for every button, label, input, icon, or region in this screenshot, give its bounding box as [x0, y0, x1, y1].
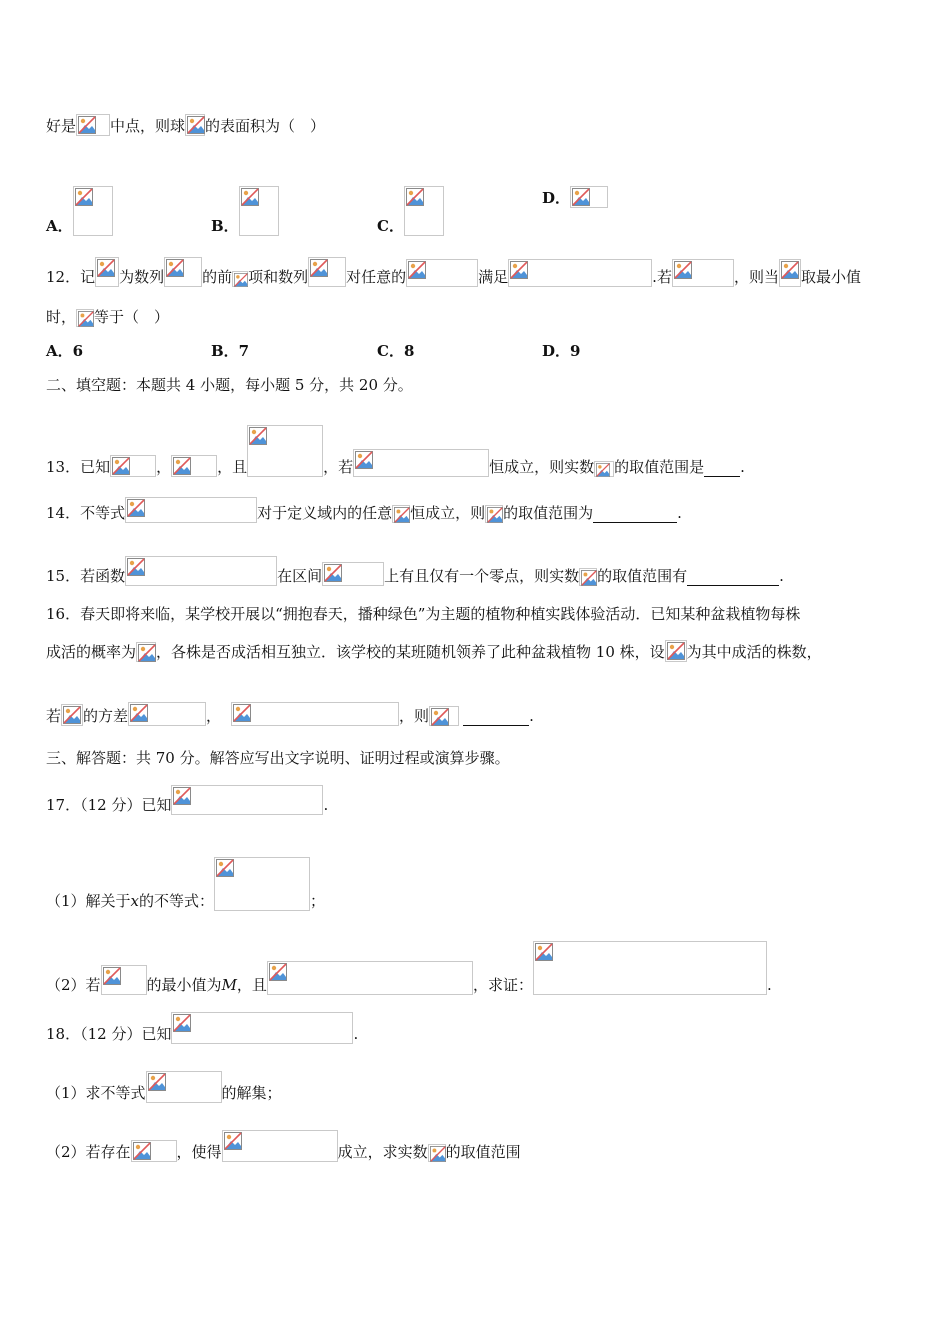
math-image [406, 259, 478, 287]
math-image [429, 706, 459, 726]
broken-image-icon [324, 564, 342, 582]
q17-part-1: （1）解关于x的不等式： ； [46, 857, 325, 911]
math-image [594, 461, 614, 477]
math-image [533, 941, 767, 995]
broken-image-icon [97, 259, 115, 277]
broken-image-icon [487, 507, 503, 523]
math-image [146, 1071, 222, 1103]
q16-line-1: 16．春天即将来临，某学校开展以“拥抱春天，播种绿色”为主题的植物种植实践体验活动．已知某种盆栽植物每株 [46, 605, 801, 623]
q11-option-c: C． [377, 186, 444, 236]
section-2-heading: 二、填空题：本题共 4 小题，每小题 5 分，共 20 分。 [46, 376, 413, 394]
q16-line-2: 成活的概率为 ，各株是否成活相互独立．该学校的某班随机领养了此种盆栽植物 10 株，设 为其中成活的株数， [46, 640, 822, 662]
math-image [73, 186, 113, 236]
broken-image-icon [535, 943, 553, 961]
broken-image-icon [234, 273, 248, 287]
q12-option-a: A．6 [46, 342, 84, 360]
math-image [61, 704, 83, 726]
math-image [308, 257, 346, 287]
broken-image-icon [78, 116, 96, 134]
math-image [95, 257, 119, 287]
q12-option-d: D．9 [542, 342, 581, 360]
broken-image-icon [63, 706, 81, 724]
broken-image-icon [781, 261, 799, 279]
broken-image-icon [187, 116, 205, 134]
answer-blank[interactable] [593, 508, 677, 523]
q11-option-d: D． [542, 186, 608, 208]
q18-stem: 18．（12 分）已知 . [46, 1012, 358, 1044]
math-image [110, 455, 156, 477]
broken-image-icon [572, 188, 590, 206]
broken-image-icon [173, 787, 191, 805]
broken-image-icon [431, 708, 449, 726]
section-3-heading: 三、解答题：共 70 分。解答应写出文字说明、证明过程或演算步骤。 [46, 749, 510, 767]
q12-option-c: C．8 [377, 342, 415, 360]
q11-tail-line: 好是 中点，则球 的表面积为（ ） [46, 114, 325, 136]
broken-image-icon [130, 704, 148, 722]
broken-image-icon [355, 451, 373, 469]
math-image [428, 1144, 446, 1162]
math-image [231, 702, 399, 726]
math-image [267, 961, 473, 995]
q12-line-1: 12．记 为数列 的前 项和数列 对任意的 满足 .若 ，则当 取最小值 [46, 257, 861, 287]
q13-line: 13．已知 ， ，且 ，若 恒成立，则实数 的取值范围是 . [46, 425, 745, 477]
broken-image-icon [241, 188, 259, 206]
math-image [570, 186, 608, 208]
math-image [247, 425, 323, 477]
q16-line-3: 若 的方差 ， ，则 . [46, 702, 534, 726]
broken-image-icon [394, 507, 410, 523]
broken-image-icon [596, 463, 610, 477]
broken-image-icon [148, 1073, 166, 1091]
math-image [125, 556, 277, 586]
broken-image-icon [166, 259, 184, 277]
math-image [485, 505, 503, 523]
answer-blank[interactable] [687, 571, 779, 586]
math-image [76, 309, 94, 327]
math-image [232, 271, 248, 287]
math-image [171, 455, 217, 477]
broken-image-icon [406, 188, 424, 206]
broken-image-icon [127, 558, 145, 576]
broken-image-icon [103, 967, 121, 985]
math-image [779, 259, 801, 287]
q11-option-a: A． [46, 186, 113, 236]
math-image [131, 1140, 177, 1162]
broken-image-icon [173, 1014, 191, 1032]
broken-image-icon [78, 311, 94, 327]
broken-image-icon [581, 570, 597, 586]
math-image [101, 965, 147, 995]
broken-image-icon [75, 188, 93, 206]
broken-image-icon [408, 261, 426, 279]
broken-image-icon [138, 644, 156, 662]
math-image [136, 642, 156, 662]
math-image [214, 857, 310, 911]
q15-line: 15．若函数 在区间 上有且仅有一个零点，则实数 的取值范围有 . [46, 556, 784, 586]
q12-option-b: B．7 [211, 342, 250, 360]
math-image [672, 259, 734, 287]
broken-image-icon [310, 259, 328, 277]
broken-image-icon [674, 261, 692, 279]
math-image [665, 640, 687, 662]
math-image [125, 497, 257, 523]
broken-image-icon [510, 261, 528, 279]
broken-image-icon [216, 859, 234, 877]
broken-image-icon [430, 1146, 446, 1162]
math-image [171, 785, 323, 815]
answer-blank[interactable] [463, 711, 529, 726]
math-image [392, 505, 410, 523]
math-image [239, 186, 279, 236]
math-image [171, 1012, 353, 1044]
broken-image-icon [667, 642, 685, 660]
math-image [508, 259, 652, 287]
math-image [222, 1130, 338, 1162]
q17-part-2: （2）若 的最小值为M，且 ，求证： . [46, 941, 772, 995]
broken-image-icon [233, 704, 251, 722]
math-image [322, 562, 384, 586]
broken-image-icon [127, 499, 145, 517]
broken-image-icon [224, 1132, 242, 1150]
math-image [579, 568, 597, 586]
answer-blank[interactable] [704, 462, 740, 477]
q12-line-2: 时， 等于（ ） [46, 308, 170, 326]
broken-image-icon [269, 963, 287, 981]
q18-part-2: （2）若存在 ，使得 成立，求实数 的取值范围 [46, 1130, 521, 1162]
q14-line: 14．不等式 对于定义域内的任意 恒成立，则 的取值范围为 . [46, 497, 682, 523]
q18-part-1: （1）求不等式 的解集； [46, 1071, 282, 1103]
math-image [185, 114, 205, 136]
broken-image-icon [133, 1142, 151, 1160]
q11-option-b: B． [211, 186, 279, 236]
math-image [404, 186, 444, 236]
math-image [128, 702, 206, 726]
broken-image-icon [173, 457, 191, 475]
math-image [353, 449, 489, 477]
math-image [164, 257, 202, 287]
math-image [76, 114, 110, 136]
broken-image-icon [249, 427, 267, 445]
broken-image-icon [112, 457, 130, 475]
q17-stem: 17．（12 分）已知 . [46, 785, 328, 815]
